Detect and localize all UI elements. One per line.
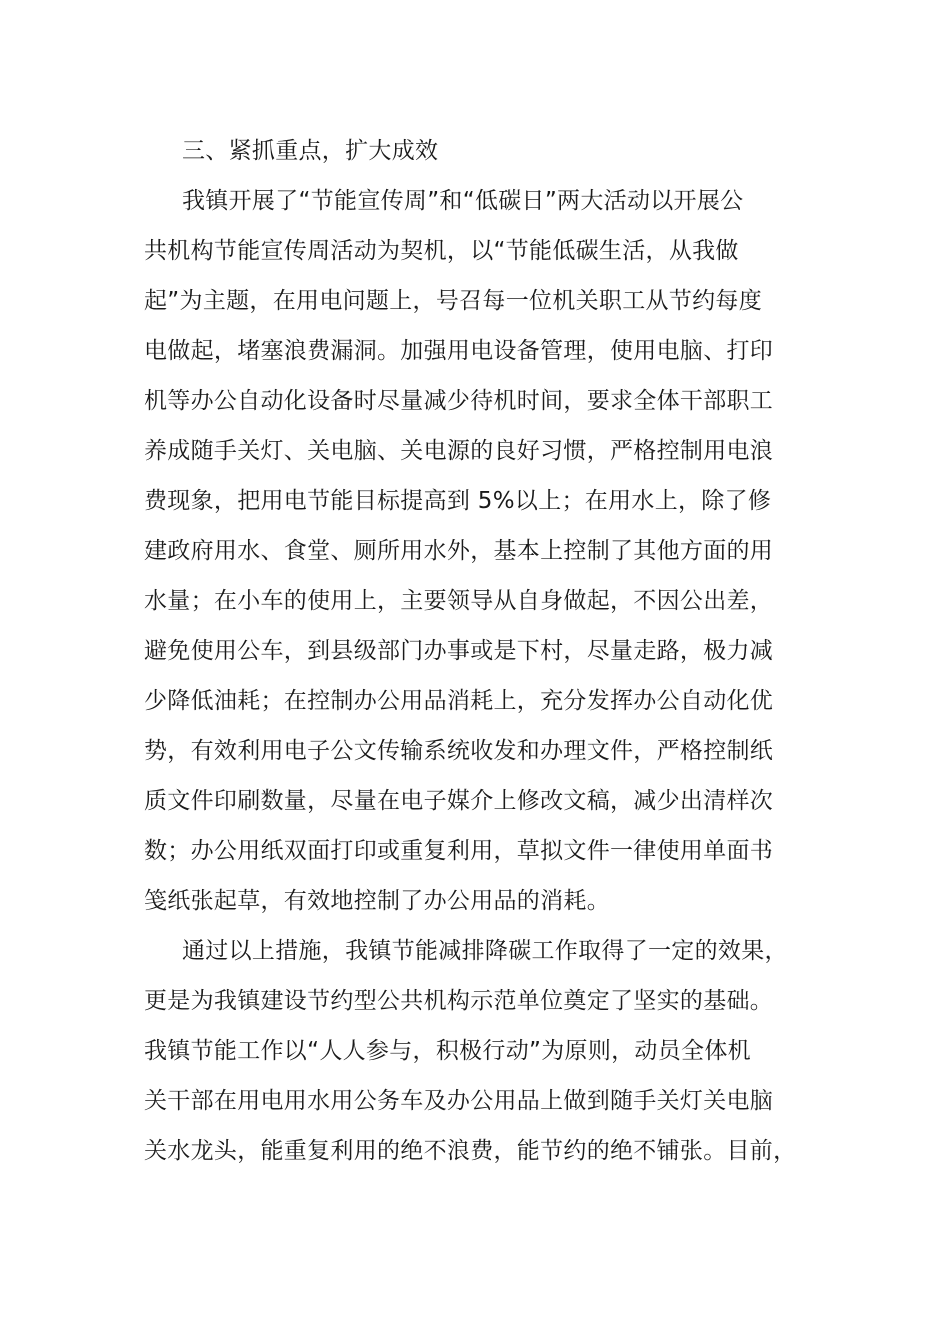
paragraph-line: 关干部在用电用水用公务车及办公用品上做到随手关灯关电脑 (144, 1088, 774, 1114)
document-body (144, 126, 814, 1176)
paragraph-line: 电做起，堵塞浪费漏洞。加强用电设备管理，使用电脑、打印 (144, 338, 774, 364)
paragraph-line: 机等办公自动化设备时尽量减少待机时间，要求全体干部职工 (144, 388, 774, 414)
paragraph-line: 通过以上措施，我镇节能减排降碳工作取得了一定的效果， (182, 938, 788, 964)
paragraph-line: 费现象，把用电节能目标提高到 5%以上；在用水上，除了修 (144, 488, 772, 514)
paragraph-line: 势，有效利用电子公文传输系统收发和办理文件，严格控制纸 (144, 738, 774, 764)
paragraph-line: 质文件印刷数量，尽量在电子媒介上修改文稿，减少出清样次 (144, 788, 774, 814)
paragraph-1 (144, 176, 814, 926)
paragraph-line: 水量；在小车的使用上，主要领导从自身做起，不因公出差， (144, 588, 774, 614)
paragraph-line: 起”为主题，在用电问题上，号召每一位机关职工从节约每度 (144, 288, 763, 314)
paragraph-line: 避免使用公车，到县级部门办事或是下村，尽量走路，极力减 (144, 638, 774, 664)
paragraph-2 (144, 926, 814, 1176)
paragraph-line: 少降低油耗；在控制办公用品消耗上，充分发挥办公自动化优 (144, 688, 774, 714)
paragraph-line: 关水龙头，能重复利用的绝不浪费，能节约的绝不铺张。目前， (144, 1138, 797, 1164)
paragraph-line: 数；办公用纸双面打印或重复利用，草拟文件一律使用单面书 (144, 838, 774, 864)
section-heading: 三、紧抓重点，扩大成效 (182, 138, 439, 164)
paragraph-line: 我镇开展了“节能宣传周”和“低碳日”两大活动以开展公 (182, 188, 744, 214)
paragraph-line: 养成随手关灯、关电脑、关电源的良好习惯，严格控制用电浪 (144, 438, 774, 464)
paragraph-line: 笺纸张起草，有效地控制了办公用品的消耗。 (144, 888, 610, 914)
paragraph-line: 我镇节能工作以“人人参与，积极行动”为原则，动员全体机 (144, 1038, 751, 1064)
paragraph-line: 共机构节能宣传周活动为契机，以“节能低碳生活，从我做 (144, 238, 739, 264)
paragraph-line: 更是为我镇建设节约型公共机构示范单位奠定了坚实的基础。 (144, 988, 774, 1014)
paragraph-line: 建政府用水、食堂、厕所用水外，基本上控制了其他方面的用 (144, 538, 774, 564)
